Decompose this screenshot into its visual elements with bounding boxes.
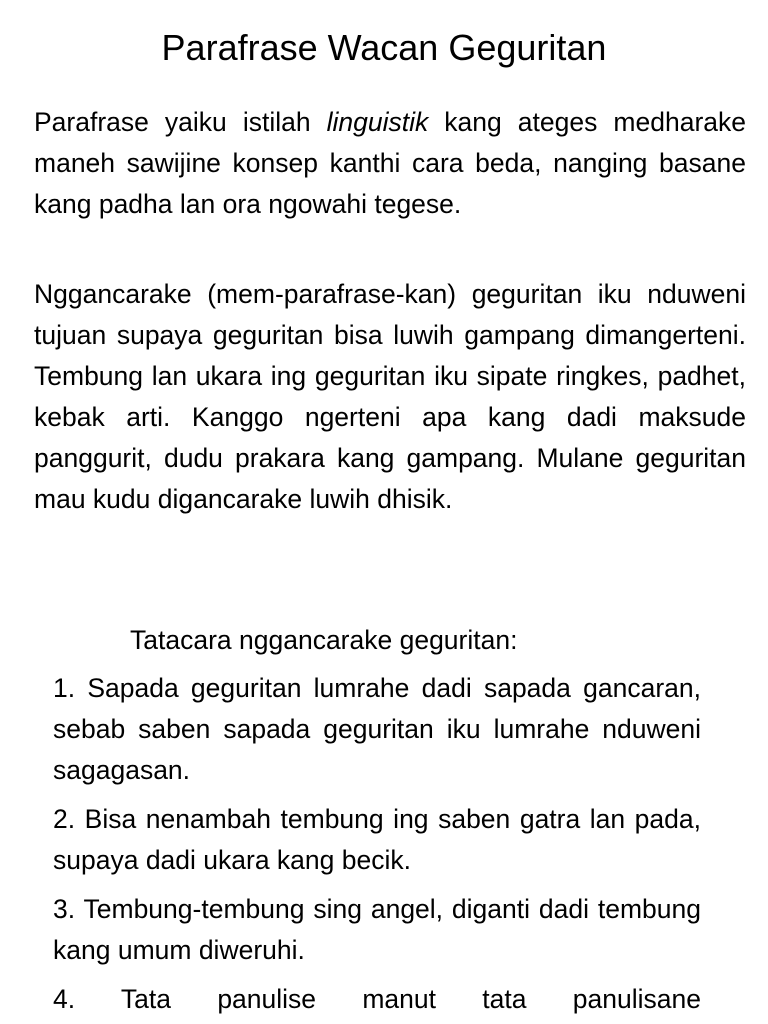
list-item: 4. Tata panulise manut tata panulisane [53,984,701,1014]
paragraph-purpose: Nggancarake (mem-parafrase-kan) geguritan iku nduweni tujuan supaya geguritan bisa luwih gampang dimangerteni. Tembung lan ukara ing geguritan iku sipate ringkes, padhet, kebak arti. Kanggo ngerteni apa kang dadi maksude panggurit, dudu prakara kang gampang. Mulane geguritan mau kudu digancarake luwih dhisik. [34,279,746,514]
paragraph-definition-text-end: kang ateges medharake maneh sawijine konsep kanthi cara beda, nanging basane kang padha lan ora ngowahi tegese. [34,107,746,219]
page-title: Parafrase Wacan Geguritan [161,27,607,68]
list-item: 2. Bisa nenambah tembung ing saben gatra lan pada, supaya dadi ukara kang becik. [53,804,701,875]
list-item: 1. Sapada geguritan lumrahe dadi sapada gancaran, sebab saben sapada geguritan iku lumrahe nduweni sagagasan. [53,673,701,785]
list-item: 3. Tembung-tembung sing angel, diganti dadi tembung kang umum diweruhi. [53,894,701,965]
steps-list [53,668,701,1024]
steps-heading: Tatacara nggancarake geguritan: [130,625,518,655]
paragraph-definition [34,102,746,225]
paragraph-definition-text-start: Parafrase yaiku istilah [34,107,327,137]
italic-term: linguistik [326,107,429,137]
